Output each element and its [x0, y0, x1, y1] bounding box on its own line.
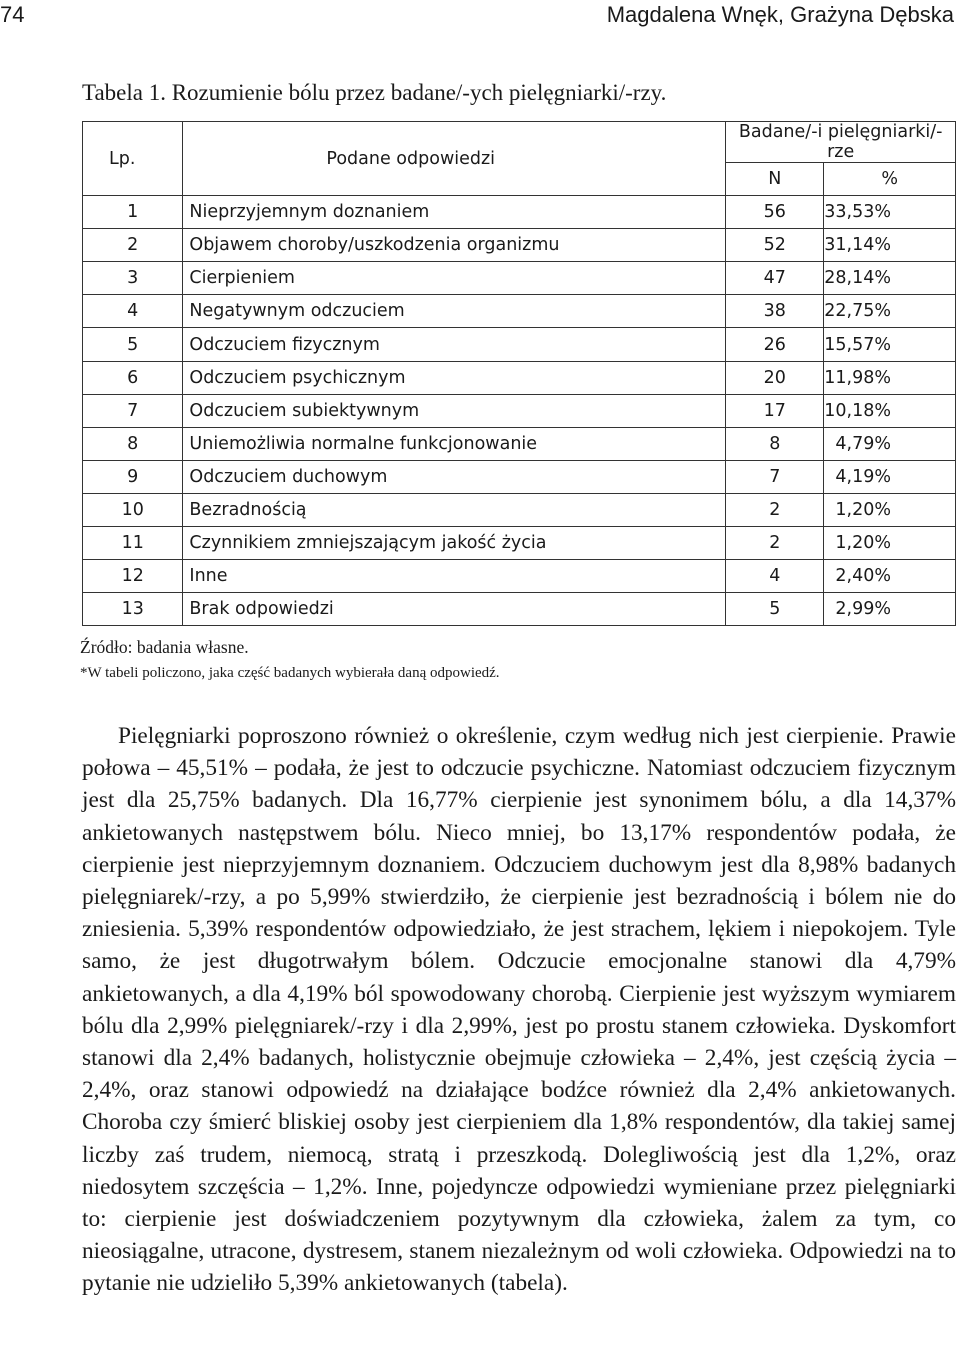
table-header-row	[83, 122, 956, 163]
row-lp: 6	[83, 361, 183, 394]
row-answer: Brak odpowiedzi	[183, 593, 726, 626]
row-n: 20	[726, 361, 824, 394]
row-answer: Czynnikiem zmniejszającym jakość życia	[183, 527, 726, 560]
row-pct: 11,98%	[824, 361, 956, 394]
row-lp: 8	[83, 427, 183, 460]
row-n: 4	[726, 560, 824, 593]
results-table	[82, 121, 956, 626]
row-n: 2	[726, 527, 824, 560]
row-lp: 9	[83, 460, 183, 493]
row-pct: 1,20%	[824, 527, 956, 560]
row-answer: Uniemożliwia normalne funkcjonowanie	[183, 427, 726, 460]
table-row	[83, 394, 956, 427]
row-pct: 33,53%	[824, 196, 956, 229]
row-lp: 1	[83, 196, 183, 229]
row-lp: 4	[83, 295, 183, 328]
row-pct: 31,14%	[824, 229, 956, 262]
row-answer: Inne	[183, 560, 726, 593]
row-pct: 15,57%	[824, 328, 956, 361]
table-row	[83, 229, 956, 262]
table-source: Źródło: badania własne.	[80, 637, 249, 657]
row-pct: 2,99%	[824, 593, 956, 626]
row-answer: Objawem choroby/uszkodzenia organizmu	[183, 229, 726, 262]
table-row	[83, 427, 956, 460]
row-answer: Odczuciem psychicznym	[183, 361, 726, 394]
header-group: Badane/-i pielęgniarki/-rze	[726, 122, 956, 163]
table-row	[83, 262, 956, 295]
row-lp: 7	[83, 394, 183, 427]
row-n: 56	[726, 196, 824, 229]
row-answer: Nieprzyjemnym doznaniem	[183, 196, 726, 229]
table-row	[83, 196, 956, 229]
table-footnote: *W tabeli policzono, jaka część badanych wybierała daną odpowiedź.	[80, 665, 500, 681]
row-lp: 12	[83, 560, 183, 593]
row-n: 52	[726, 229, 824, 262]
row-lp: 5	[83, 328, 183, 361]
row-answer: Bezradnością	[183, 493, 726, 526]
row-lp: 11	[83, 527, 183, 560]
header-lp: Lp.	[83, 122, 183, 196]
row-pct: 2,40%	[824, 560, 956, 593]
table-row	[83, 460, 956, 493]
row-lp: 3	[83, 262, 183, 295]
page-number: 74	[0, 2, 25, 27]
row-pct: 1,20%	[824, 493, 956, 526]
row-pct: 28,14%	[824, 262, 956, 295]
row-answer: Negatywnym odczuciem	[183, 295, 726, 328]
table-row	[83, 560, 956, 593]
header-answers: Podane odpowiedzi	[183, 122, 726, 196]
table-caption: Tabela 1. Rozumienie bólu przez badane/-ych pielęgniarki/-rzy.	[82, 80, 667, 105]
page-header	[0, 0, 960, 40]
row-lp: 13	[83, 593, 183, 626]
row-pct: 4,19%	[824, 460, 956, 493]
row-answer: Odczuciem duchowym	[183, 460, 726, 493]
row-n: 26	[726, 328, 824, 361]
header-pct: %	[824, 163, 956, 196]
body-paragraph: Pielęgniarki poproszono również o określenie, czym według nich jest cierpienie. Prawie połowa – 45,51% – podała, że jest to odczucie psychiczne. Natomiast odczuciem fizycznym jest dla 25,75% badanych. Dla 16,77% cierpienie jest synonimem bólu, a dla 14,37% ankietowanych następstwem bólu. Nieco mniej, bo 13,17% respondentów podała, że cierpienie jest nieprzyjemnym doznaniem. Odczuciem duchowym jest dla 8,98% badanych pielęgniarek/-rzy, a po 5,99% stwierdziło, że cierpienie jest bezradnością i bólem nie do zniesienia. 5,39% respondentów odpowiedziało, że jest strachem, lękiem i niepokojem. Tyle samo, że jest długotrwałym bólem. Odczucie emocjonalne stanowi dla 4,79% ankietowanych, a dla 4,19% ból spowodowany chorobą. Cierpienie jest wyższym wymiarem bólu dla 2,99% pielęgniarek/-rzy i dla 2,99%, jest po prostu stanem człowieka. Dyskomfort stanowi dla 2,4% badanych, holistycznie obejmuje człowieka – 2,4%, jest częścią życia – 2,4%, oraz stanowi odpowiedź na działające bodźce również dla 2,4% ankietowanych. Choroba czy śmierć bliskiej osoby jest cierpieniem dla 1,8% respondentów, dla takiej samej liczby zaś trudem, niemocą, stratą i przeszkodą. Dolegliwością jest dla 1,2%, oraz niedosytem szczęścia – 1,2%. Inne, pojedyncze odpowiedzi wymieniane przez pielęgniarki to: cierpienie jest doświadczeniem pozytywnym dla człowieka, żalem za tym, co nieosiągalne, utracone, dystresem, stanem niezależnym od woli człowieka. Odpowiedzi na to pytanie nie udzieliło 5,39% ankietowanych (tabela).	[82, 723, 956, 1297]
row-answer: Odczuciem fizycznym	[183, 328, 726, 361]
table-row	[83, 295, 956, 328]
table-row	[83, 527, 956, 560]
row-pct: 22,75%	[824, 295, 956, 328]
row-answer: Odczuciem subiektywnym	[183, 394, 726, 427]
row-n: 7	[726, 460, 824, 493]
row-n: 5	[726, 593, 824, 626]
row-n: 38	[726, 295, 824, 328]
row-pct: 10,18%	[824, 394, 956, 427]
table-row	[83, 593, 956, 626]
row-pct: 4,79%	[824, 427, 956, 460]
row-n: 47	[726, 262, 824, 295]
row-n: 2	[726, 493, 824, 526]
header-n: N	[726, 163, 824, 196]
row-lp: 10	[83, 493, 183, 526]
row-answer: Cierpieniem	[183, 262, 726, 295]
table-row	[83, 328, 956, 361]
row-n: 8	[726, 427, 824, 460]
row-lp: 2	[83, 229, 183, 262]
running-head-authors: Magdalena Wnęk, Grażyna Dębska	[606, 2, 954, 27]
row-n: 17	[726, 394, 824, 427]
table-row	[83, 493, 956, 526]
table-row	[83, 361, 956, 394]
